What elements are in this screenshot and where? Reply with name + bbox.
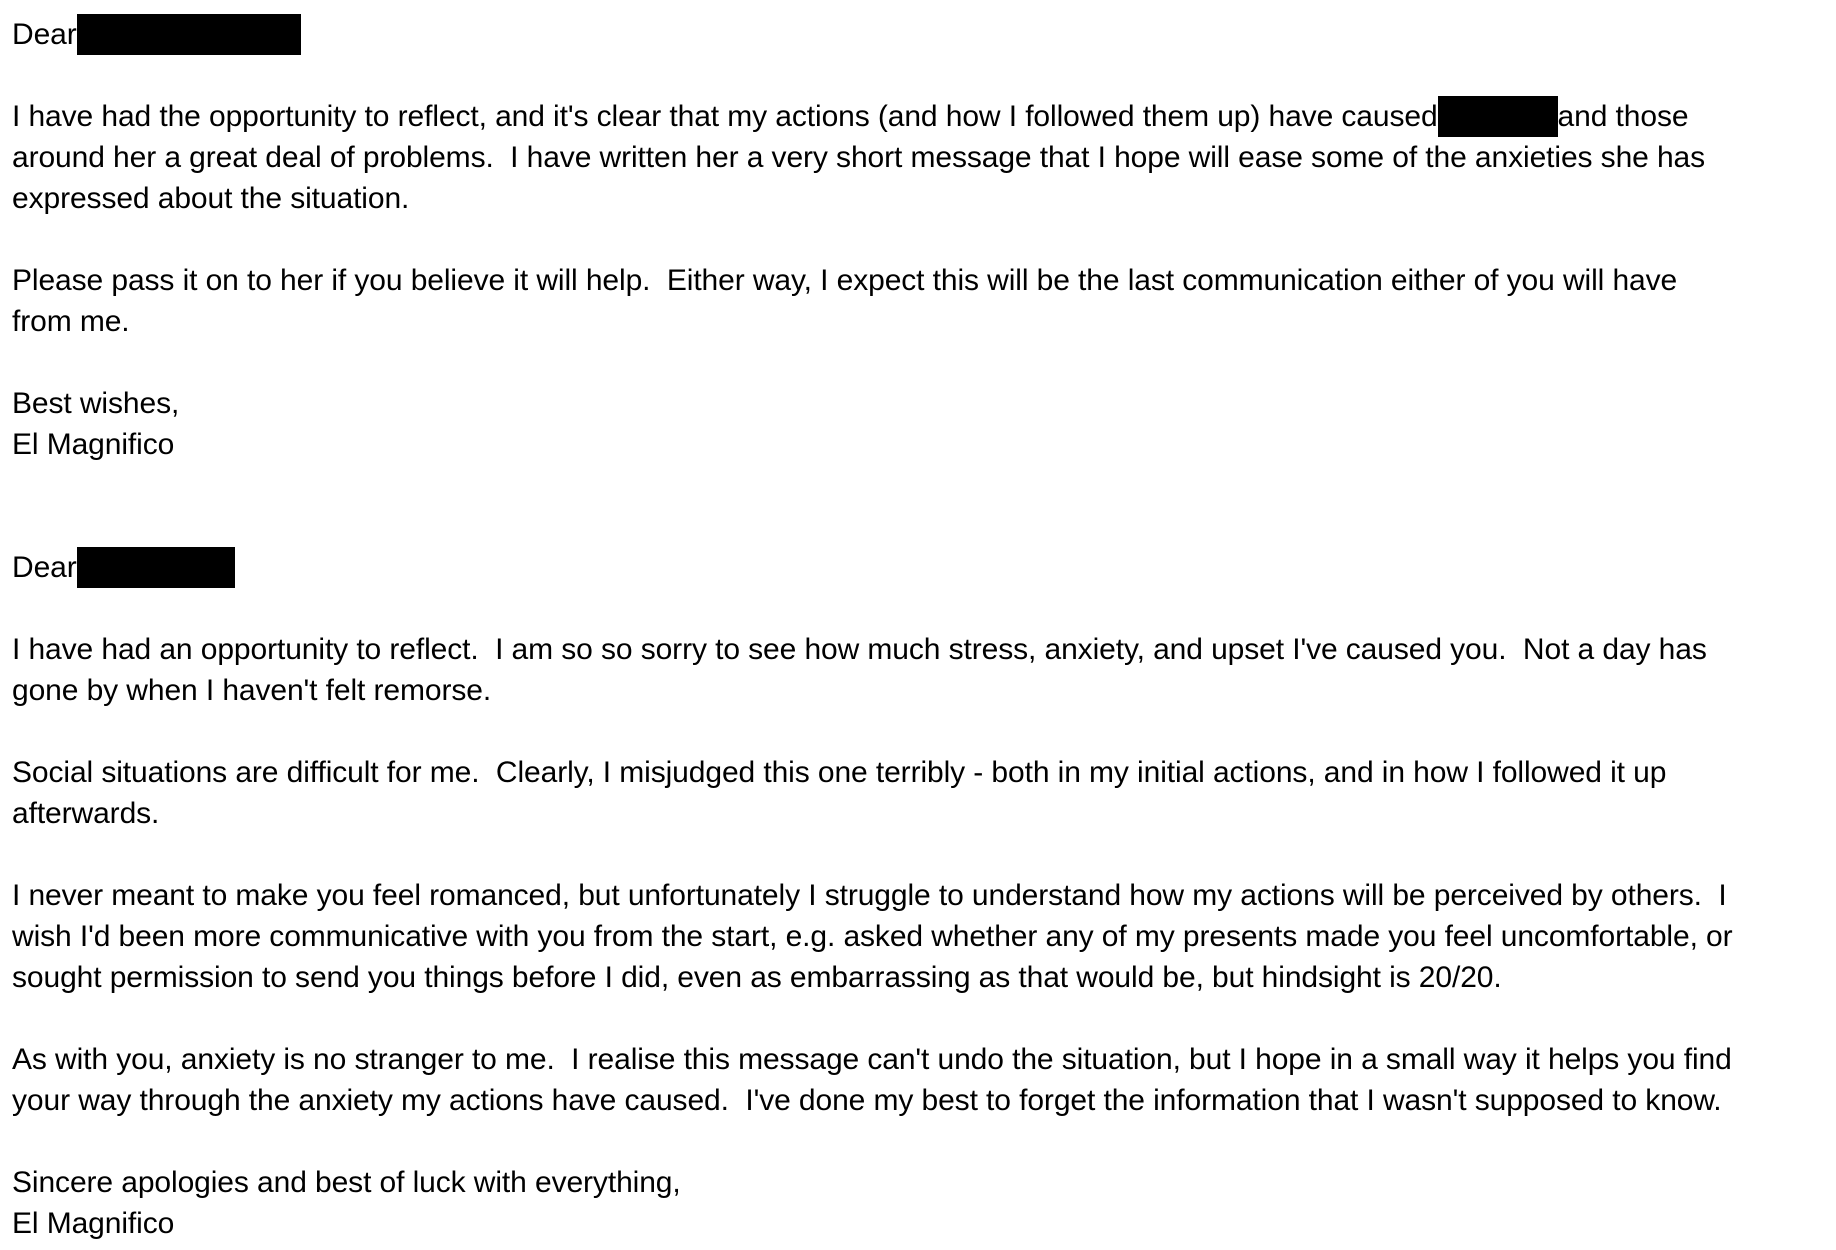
- letter2-paragraph2-line1: Social situations are difficult for me. Clearly, I misjudged this one terribly - both in my initial actions, and in how I followed it up: [12, 756, 1667, 789]
- redacted-recipient-name: [77, 14, 301, 55]
- letter1-text: I have had the opportunity to reflect, and it's clear that my actions (and how I followed them up) have caused: [12, 100, 1438, 133]
- spacer: [12, 465, 1824, 547]
- redacted-recipient-name: [77, 547, 235, 588]
- letter2-salutation-line: [12, 547, 1824, 588]
- spacer: [12, 55, 1824, 96]
- spacer: [12, 342, 1824, 383]
- letter2-paragraph3-line3: sought permission to send you things before I did, even as embarrassing as that would be, but hindsight is 20/20.: [12, 961, 1502, 994]
- letter2-paragraph1-line1: I have had an opportunity to reflect. I am so so sorry to see how much stress, anxiety, and upset I've caused you. Not a day has: [12, 633, 1707, 666]
- redacted-name: [1438, 96, 1558, 137]
- letter1-salutation-line: [12, 14, 1824, 55]
- letter1-text: and those: [1557, 100, 1689, 133]
- letter2-paragraph3-line1: I never meant to make you feel romanced, but unfortunately I struggle to understand how my actions will be perceived by others. I: [12, 879, 1727, 912]
- letter2-paragraph3-line2: wish I'd been more communicative with you from the start, e.g. asked whether any of my presents made you feel uncomfortable, or: [12, 920, 1733, 953]
- letter1-paragraph2-line1: Please pass it on to her if you believe it will help. Either way, I expect this will be the last communication either of you will have: [12, 264, 1678, 297]
- letter2-salutation: Dear: [12, 551, 77, 584]
- spacer: [12, 998, 1824, 1039]
- letter2-closing: Sincere apologies and best of luck with everything,: [12, 1166, 681, 1199]
- spacer: [12, 219, 1824, 260]
- letter2-paragraph4-line1: As with you, anxiety is no stranger to me. I realise this message can't undo the situation, but I hope in a small way it helps you find: [12, 1043, 1732, 1076]
- letter2-paragraph2-line2: afterwards.: [12, 797, 160, 830]
- document-body: [12, 14, 1824, 1244]
- letter1-closing: Best wishes,: [12, 387, 180, 420]
- letter2-paragraph1-line2: gone by when I haven't felt remorse.: [12, 674, 492, 707]
- letter1-salutation: Dear: [12, 18, 77, 51]
- letter1-paragraph2-line2: from me.: [12, 305, 130, 338]
- letter1-signature: El Magnifico: [12, 428, 175, 461]
- spacer: [12, 834, 1824, 875]
- letter1-paragraph1-line1: [12, 96, 1824, 137]
- letter2-signature: El Magnifico: [12, 1207, 175, 1240]
- letter2-paragraph4-line2: your way through the anxiety my actions have caused. I've done my best to forget the information that I wasn't supposed to know.: [12, 1084, 1722, 1117]
- letter1-paragraph1-line2: around her a great deal of problems. I have written her a very short message that I hope will ease some of the anxieties she has: [12, 141, 1706, 174]
- letter1-paragraph1-line3: expressed about the situation.: [12, 182, 410, 215]
- spacer: [12, 711, 1824, 752]
- spacer: [12, 588, 1824, 629]
- spacer: [12, 1121, 1824, 1162]
